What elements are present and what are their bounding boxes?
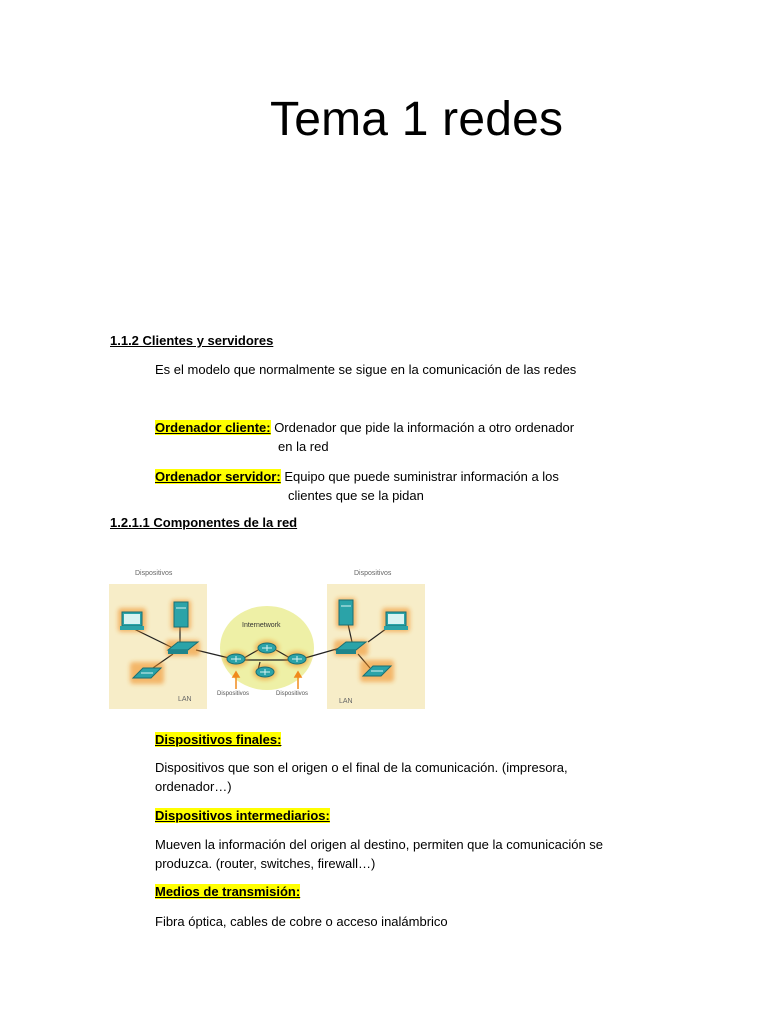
- network-diagram: [108, 562, 428, 712]
- server-term: Ordenador servidor:: [155, 469, 281, 484]
- right-devices-caption: Dispositivos: [354, 570, 392, 577]
- internetwork-label: Internetwork: [242, 622, 281, 629]
- switch-icon-right: [334, 640, 368, 656]
- switch-icon: [166, 640, 200, 656]
- bottom-right-devices-caption: Dispositivos: [276, 691, 309, 697]
- lan-left-label: LAN: [178, 696, 192, 703]
- intermediate-devices-term: Dispositivos intermediarios:: [155, 808, 330, 823]
- client-text-line2: en la red: [278, 439, 329, 454]
- lan-right-label: LAN: [339, 698, 353, 705]
- final-devices-heading: [155, 730, 281, 749]
- router-icon-bottom: [253, 664, 277, 680]
- final-devices-line2: ordenador…): [155, 779, 232, 794]
- server-icon: [171, 600, 191, 630]
- final-devices-line1: Dispositivos que son el origen o el final de la comunicación. (impresora,: [155, 760, 568, 775]
- server-icon-right: [336, 598, 356, 628]
- section-heading-componentes: 1.2.1.1 Componentes de la red: [110, 515, 298, 530]
- server-definition: [155, 467, 559, 505]
- pc-icon-right: [382, 608, 410, 632]
- bottom-left-devices-caption: Dispositivos: [217, 691, 250, 697]
- transmission-media-term: Medios de transmisión:: [155, 884, 301, 899]
- printer-icon: [130, 662, 164, 684]
- final-devices-text: [155, 758, 568, 796]
- router-icon-left: [224, 651, 248, 667]
- printer-icon-right: [360, 660, 394, 682]
- server-text-line1: Equipo que puede suministrar información a los: [280, 469, 559, 484]
- intermediate-devices-text: [155, 835, 603, 873]
- transmission-media-text: Fibra óptica, cables de cobre o acceso inalámbrico: [155, 914, 448, 929]
- intermediate-devices-line2: produzca. (router, switches, firewall…): [155, 856, 376, 871]
- pc-icon: [118, 608, 146, 632]
- intermediate-devices-heading: [155, 806, 330, 825]
- server-text-line2: clientes que se la pidan: [288, 488, 424, 503]
- router-icon-right: [285, 651, 309, 667]
- client-text-line1: Ordenador que pide la información a otro ordenador: [270, 420, 575, 435]
- intro-paragraph: Es el modelo que normalmente se sigue en la comunicación de las redes: [155, 362, 577, 377]
- page-title: Tema 1 redes: [270, 93, 564, 146]
- final-devices-term: Dispositivos finales:: [155, 732, 282, 747]
- intermediate-devices-line1: Mueven la información del origen al destino, permiten que la comunicación se: [155, 837, 604, 852]
- transmission-media-heading: [155, 882, 300, 901]
- left-devices-caption: Dispositivos: [135, 570, 173, 577]
- client-term: Ordenador cliente:: [155, 420, 271, 435]
- router-icon-top: [255, 640, 279, 656]
- section-heading-clientes-servidores: 1.1.2 Clientes y servidores: [110, 333, 274, 348]
- client-definition: [155, 418, 574, 456]
